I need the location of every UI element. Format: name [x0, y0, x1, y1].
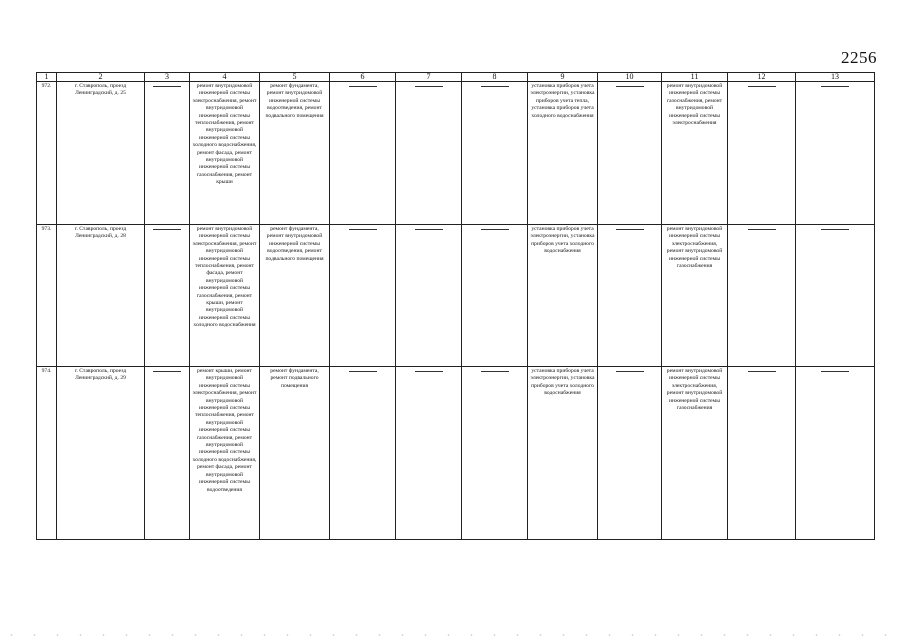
works-column-11: ремонт внутридомовой инженерной системы электроснабжения, ремонт внутридомовой инженерной системы газоснабжения: [662, 225, 728, 367]
table-row: [37, 225, 875, 367]
table-row: [37, 82, 875, 225]
works-column-5: ремонт фундамента, ремонт внутридомовой инженерной системы водоотведения, ремонт подвального помещения: [260, 82, 330, 225]
works-column-9: установка приборов учета электроэнергии, установка приборов учета холодного водоснабжения: [528, 225, 598, 367]
column-header: 12: [728, 73, 796, 82]
empty-cell: [796, 82, 875, 225]
column-header: 5: [260, 73, 330, 82]
works-column-5: ремонт фундамента, ремонт подвального помещения: [260, 367, 330, 540]
dash-mark: [415, 86, 443, 87]
empty-cell: [396, 82, 462, 225]
dash-mark: [349, 86, 377, 87]
dash-mark: [616, 229, 644, 230]
empty-cell: [796, 367, 875, 540]
column-header: 7: [396, 73, 462, 82]
works-column-4: ремонт крыши, ремонт внутридомовой инженерной системы электроснабжения, ремонт внутридомовой инженерной системы теплоснабжения, ремонт внутридомовой инженерной системы газоснабжения, ремонт внутридомовой инженерной системы холодного водоснабжения, ремонт фасада, ремонт внутридомовой инженерной системы водоотведения: [190, 367, 260, 540]
dash-mark: [616, 371, 644, 372]
column-header: 4: [190, 73, 260, 82]
empty-cell: [598, 367, 662, 540]
dash-mark: [153, 229, 181, 230]
column-header: 10: [598, 73, 662, 82]
column-header: 6: [330, 73, 396, 82]
works-column-11: ремонт внутридомовой инженерной системы электроснабжения, ремонт внутридомовой инженерной системы газоснабжения: [662, 367, 728, 540]
empty-cell: [145, 225, 190, 367]
dash-mark: [153, 86, 181, 87]
dash-mark: [748, 371, 776, 372]
dash-mark: [415, 229, 443, 230]
empty-cell: [462, 225, 528, 367]
dash-mark: [481, 86, 509, 87]
column-header: 2: [57, 73, 145, 82]
works-column-4: ремонт внутридомовой инженерной системы электроснабжения, ремонт внутридомовой инженерной системы теплоснабжения, ремонт внутридомовой инженерной системы холодного водоснабжения, ремонт фасада, ремонт внутридомовой инженерной системы газоснабжения, ремонт крыши: [190, 82, 260, 225]
works-column-11: ремонт внутридомовой инженерной системы газоснабжения, ремонт внутридомовой инженерной системы электроснабжения: [662, 82, 728, 225]
dash-mark: [748, 229, 776, 230]
dash-mark: [481, 229, 509, 230]
dash-mark: [821, 86, 849, 87]
works-column-9: установка приборов учета электроэнергии, установка приборов учета холодного водоснабжения: [528, 367, 598, 540]
empty-cell: [728, 367, 796, 540]
table-body: [37, 82, 875, 540]
dash-mark: [349, 371, 377, 372]
repair-register-table: [36, 72, 875, 540]
empty-cell: [462, 367, 528, 540]
column-header: 1: [37, 73, 57, 82]
dash-mark: [616, 86, 644, 87]
column-header: 3: [145, 73, 190, 82]
empty-cell: [598, 82, 662, 225]
works-column-4: ремонт внутридомовой инженерной системы электроснабжения, ремонт внутридомовой инженерной системы теплоснабжения, ремонт фасада, ремонт внутридомовой инженерной системы газоснабжения, ремонт крыши, ремонт внутридомовой инженерной системы холодного водоснабжения: [190, 225, 260, 367]
table-row: [37, 367, 875, 540]
column-number-row: [37, 73, 875, 82]
scan-noise: [0, 633, 905, 637]
table-header: [37, 73, 875, 82]
row-number: 972.: [37, 82, 57, 225]
row-number: 974.: [37, 367, 57, 540]
row-address: г. Ставрополь, проезд Ленинградский, д. 29: [57, 367, 145, 540]
dash-mark: [415, 371, 443, 372]
row-number: 973.: [37, 225, 57, 367]
empty-cell: [145, 367, 190, 540]
empty-cell: [330, 82, 396, 225]
empty-cell: [728, 225, 796, 367]
column-header: 13: [796, 73, 875, 82]
empty-cell: [330, 367, 396, 540]
empty-cell: [396, 225, 462, 367]
empty-cell: [330, 225, 396, 367]
column-header: 11: [662, 73, 728, 82]
dash-mark: [748, 86, 776, 87]
dash-mark: [481, 371, 509, 372]
dash-mark: [349, 229, 377, 230]
row-address: г. Ставрополь, проезд Ленинградский, д. 28: [57, 225, 145, 367]
column-header: 8: [462, 73, 528, 82]
empty-cell: [145, 82, 190, 225]
empty-cell: [598, 225, 662, 367]
column-header: 9: [528, 73, 598, 82]
works-column-5: ремонт фундамента, ремонт внутридомовой инженерной системы водоотведения, ремонт подвального помещения: [260, 225, 330, 367]
dash-mark: [821, 371, 849, 372]
dash-mark: [153, 371, 181, 372]
empty-cell: [728, 82, 796, 225]
works-column-9: установка приборов учета электроэнергии, установка приборов учета тепла, установка приборов учета холодного водоснабжения: [528, 82, 598, 225]
dash-mark: [821, 229, 849, 230]
empty-cell: [796, 225, 875, 367]
empty-cell: [396, 367, 462, 540]
empty-cell: [462, 82, 528, 225]
page-number: 2256: [841, 48, 877, 67]
row-address: г. Ставрополь, проезд Ленинградский, д. 25: [57, 82, 145, 225]
